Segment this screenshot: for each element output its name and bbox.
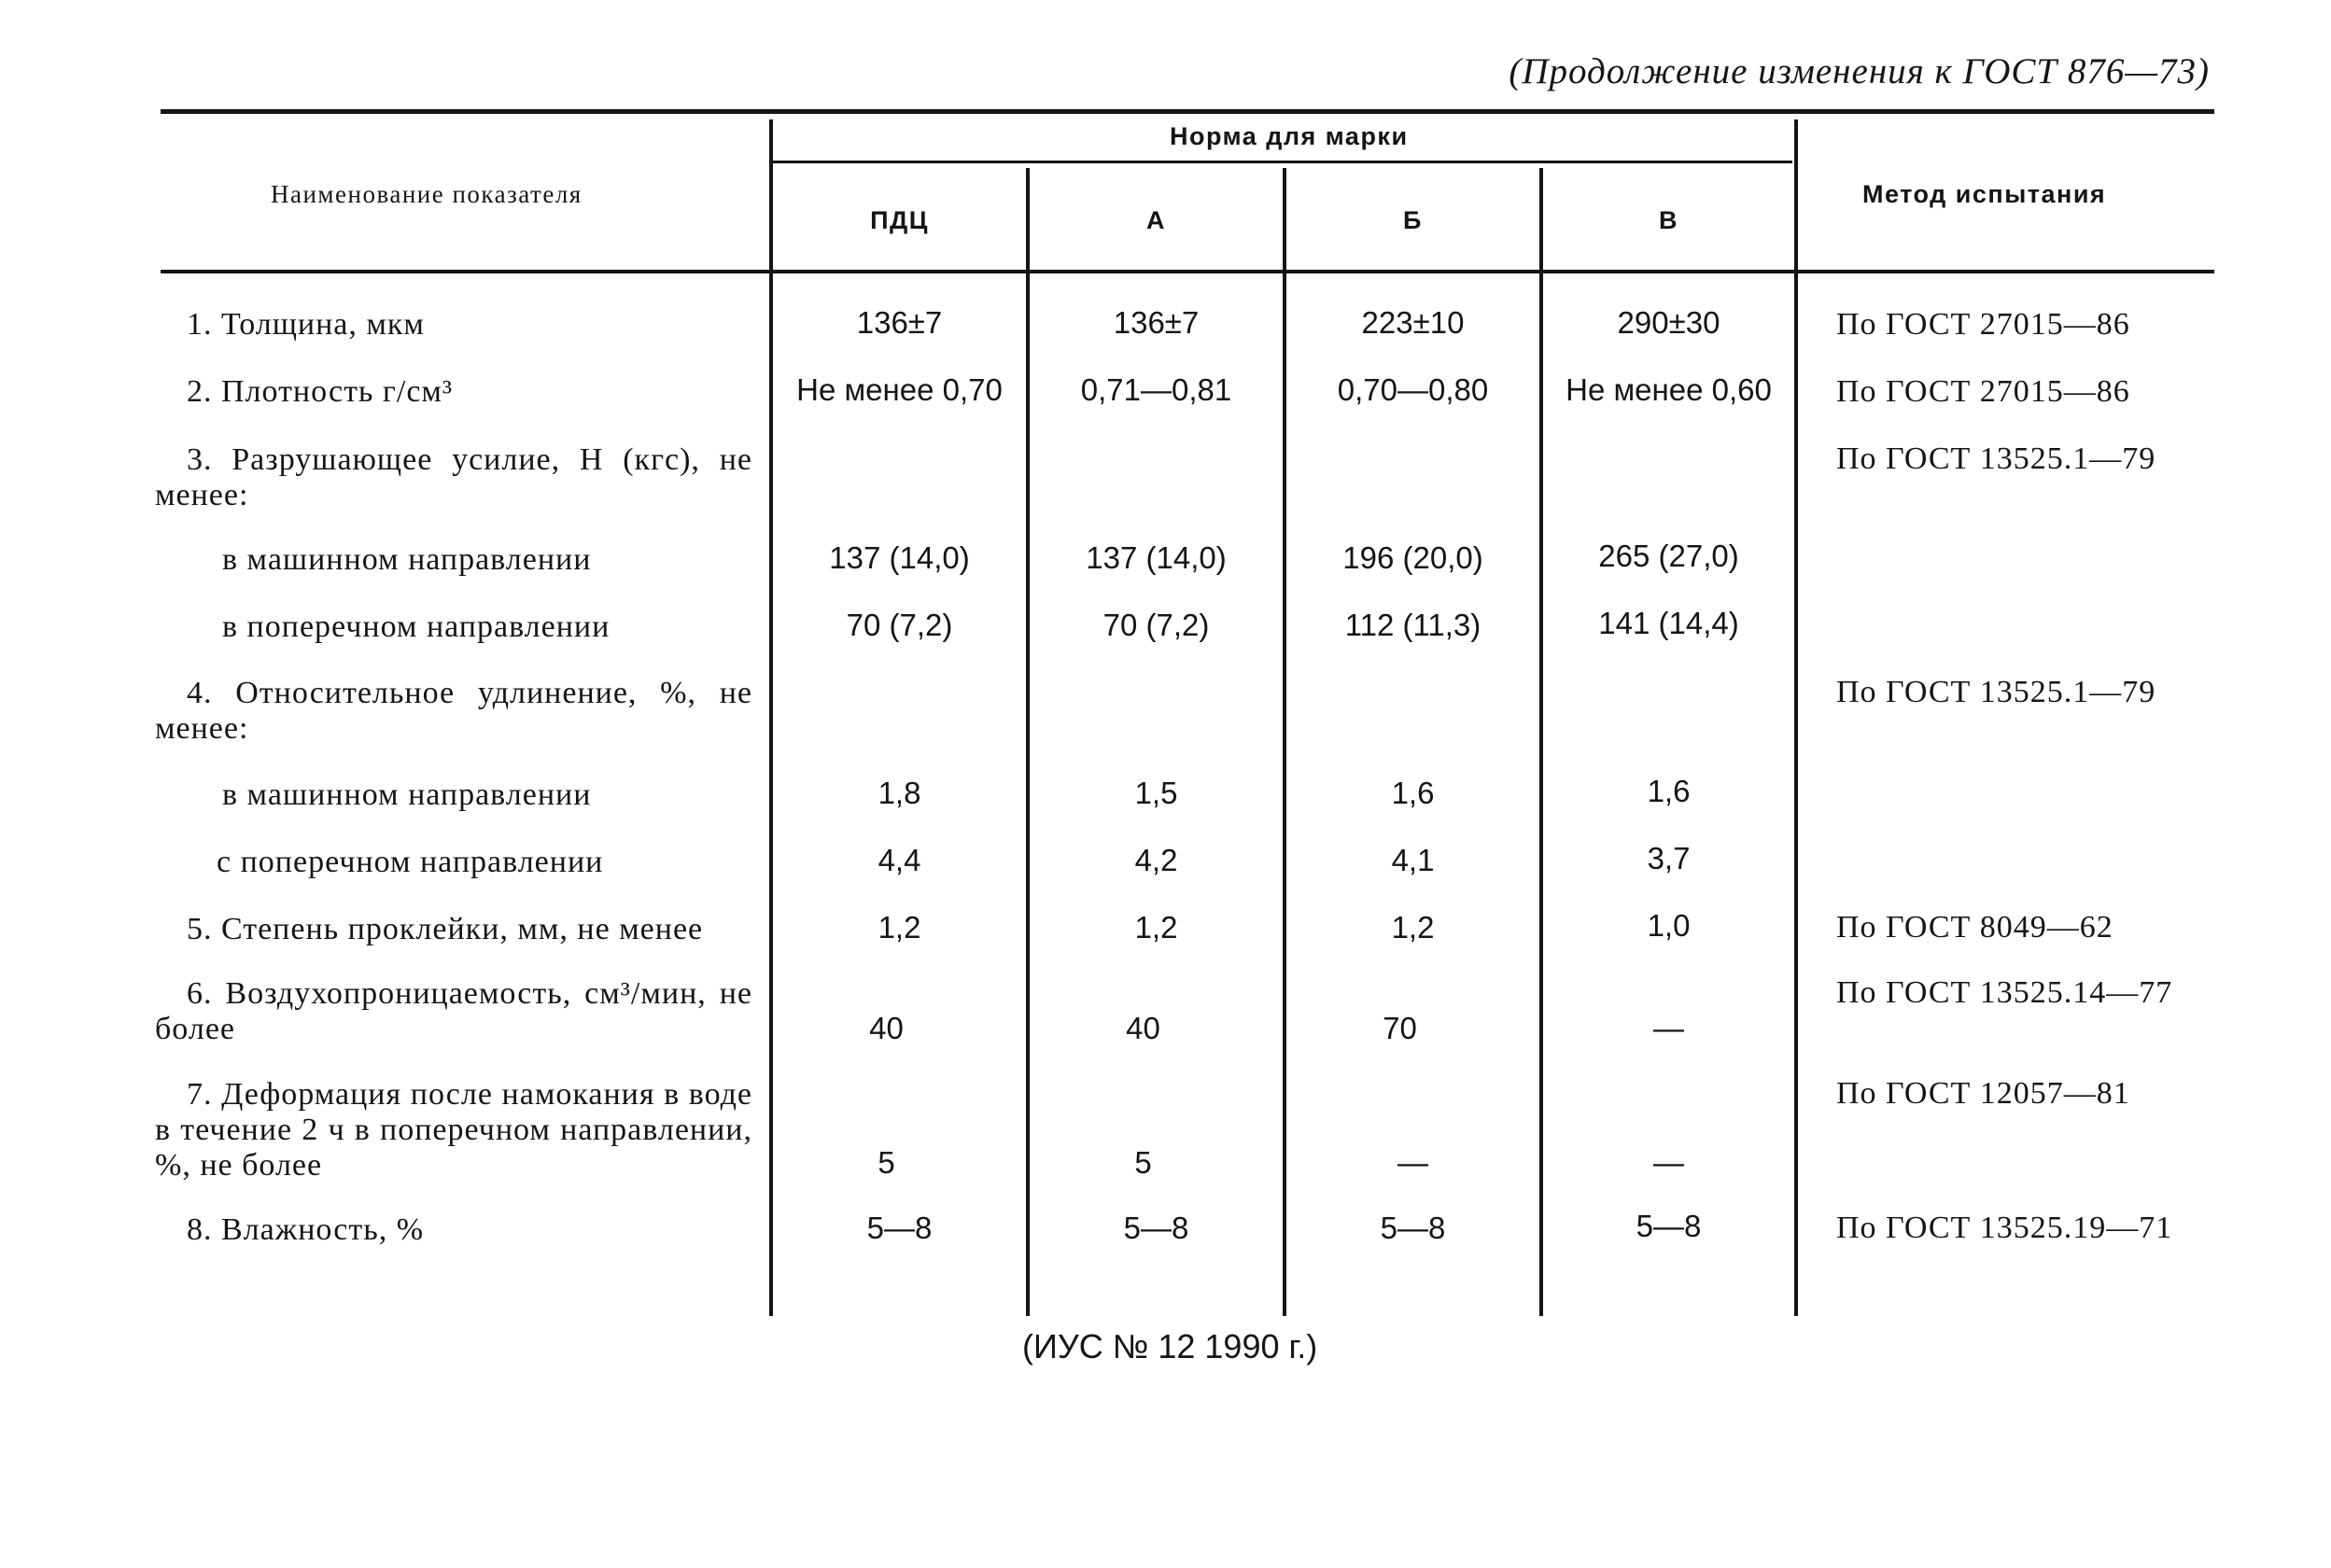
row-value: 1,5 [1134,776,1178,810]
norm-group-header: Норма для марки [1170,122,1409,150]
row-name: 8. Влажность, % [187,1212,425,1247]
row-value: 5—8 [1123,1211,1189,1245]
row-value: 4,4 [878,843,921,877]
row-value: 137 (14,0) [829,540,970,575]
footer-note: (ИУС № 12 1990 г.) [1022,1327,1318,1365]
row-value: 40 [1126,1011,1160,1045]
row-name: 1. Толщина, мкм [187,307,425,342]
row-method: По ГОСТ 13525.19—71 [1836,1211,2173,1245]
row-value: 265 (27,0) [1598,539,1739,573]
row-method: По ГОСТ 27015—86 [1836,307,2130,342]
header-bottom-rule [161,270,2214,273]
row-value: Не менее 0,70 [796,372,1003,407]
row-name: 2. Плотность г/см³ [187,374,454,409]
row-value: 1,2 [1134,910,1178,945]
row-name: в поперечном направлении [222,609,611,644]
grade-header-pdc: ПДЦ [870,206,929,234]
row-value: 1,8 [878,776,921,810]
row-value: 70 (7,2) [846,608,953,642]
row-value: 1,0 [1647,908,1691,943]
row-value: — [1653,1011,1684,1045]
row-method: По ГОСТ 27015—86 [1836,374,2130,409]
row-value: 112 (11,3) [1344,608,1481,642]
row-method: По ГОСТ 13525.1—79 [1836,441,2156,476]
row-value: Не менее 0,60 [1566,372,1772,407]
row-value: 136±7 [1113,305,1200,340]
row-method: По ГОСТ 12057—81 [1836,1076,2130,1111]
row-name: с поперечном направлении [217,845,604,879]
row-name: 5. Степень проклейки, мм, не менее [187,912,704,946]
column-divider [1539,168,1543,1316]
column-divider [1026,168,1030,1316]
row-value: 5 [1134,1145,1152,1180]
row-value: 4,2 [1134,843,1178,877]
row-method: По ГОСТ 8049—62 [1836,910,2113,945]
row-value: — [1397,1145,1428,1180]
row-value: 3,7 [1647,841,1691,875]
row-value: 196 (20,0) [1342,540,1483,575]
row-value: 141 (14,4) [1598,606,1739,640]
row-name: в машинном направлении [222,777,592,812]
row-value: 70 [1383,1011,1417,1045]
row-value: 1,6 [1391,776,1435,810]
row-value: — [1653,1145,1684,1180]
column-divider [769,119,773,1316]
row-value: 223±10 [1361,305,1465,340]
row-name: 3. Разрушающее усилие, Н (кгс), не менее: [155,442,752,512]
row-value: 70 (7,2) [1102,608,1210,642]
grade-header-v: В [1659,206,1678,234]
column-divider [1283,168,1286,1316]
row-value: 137 (14,0) [1086,540,1227,575]
row-value: 1,2 [878,910,921,945]
row-value: 0,71—0,81 [1080,372,1232,407]
page-header: (Продолжение изменения к ГОСТ 876—73) [1509,51,2210,91]
column-header-name: Наименование показателя [271,180,583,208]
row-value: 290±30 [1617,305,1720,340]
norm-header-rule [771,161,1792,163]
row-method: По ГОСТ 13525.14—77 [1836,975,2173,1010]
row-value: 1,2 [1391,910,1435,945]
column-divider [1794,119,1798,1316]
row-method: По ГОСТ 13525.1—79 [1836,675,2156,709]
row-value: 40 [869,1011,904,1045]
row-name: в машинном направлении [222,542,592,577]
row-value: 5—8 [1636,1209,1702,1243]
row-value: 0,70—0,80 [1337,372,1489,407]
row-value: 136±7 [856,305,943,340]
row-name: 6. Воздухопроницаемость, см³/мин, не более [155,976,752,1046]
row-value: 5—8 [866,1211,933,1245]
row-value: 1,6 [1647,774,1691,808]
row-value: 5 [878,1145,895,1180]
row-value: 5—8 [1380,1211,1446,1245]
row-value: 4,1 [1391,843,1435,877]
row-name: 4. Относительное удлинение, %, не менее: [155,676,752,746]
column-header-method: Метод испытания [1862,180,2107,208]
grade-header-a: А [1146,206,1166,234]
row-name: 7. Деформация после намокания в воде в течение 2 ч в поперечном направлении, %, не более [155,1077,752,1183]
table-top-rule [161,109,2214,114]
grade-header-b: Б [1403,206,1423,234]
